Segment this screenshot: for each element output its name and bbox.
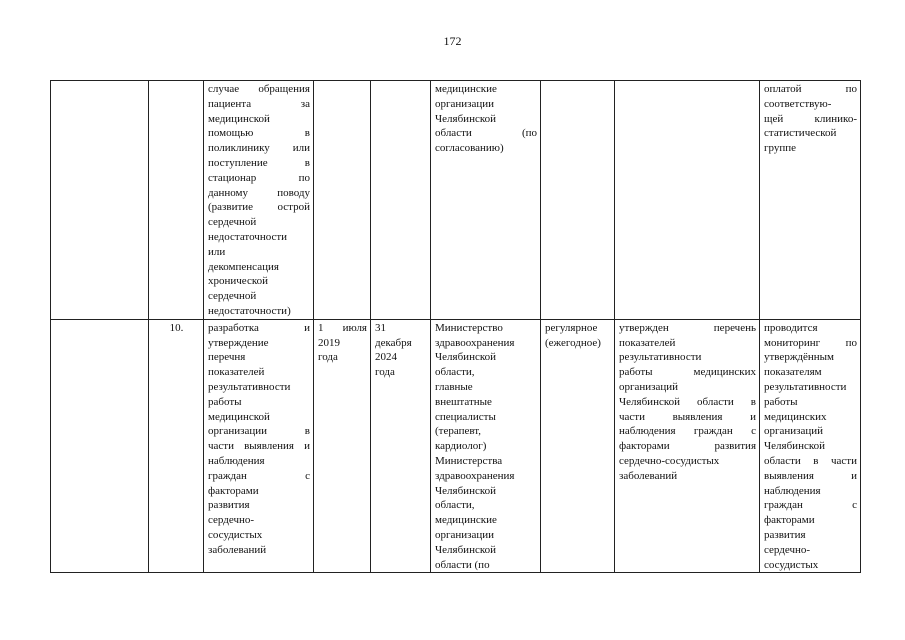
control-line: области в части [764, 454, 857, 467]
control-line: мониторинг по [764, 336, 857, 349]
executors-line: организации [435, 97, 495, 110]
activity-line: медицинской [208, 410, 270, 423]
executors-line: Министерство [435, 321, 503, 334]
control-line: утверждённым [764, 351, 835, 364]
activity-cell [204, 319, 314, 573]
control-line: показателям [764, 366, 822, 379]
result-line: части выявления и [619, 410, 756, 423]
executors-line: кардиолог) [435, 440, 487, 453]
activity-line: или [208, 245, 226, 258]
result-cell [615, 319, 760, 573]
activity-line: сердечной [208, 290, 257, 303]
executors-line: специалисты [435, 410, 496, 423]
executors-line: области, [435, 499, 475, 512]
activity-line: (развитие острой [208, 201, 310, 214]
control-line: организаций [764, 425, 824, 438]
activity-line: сосудистых [208, 528, 263, 541]
activity-line: декомпенсация [208, 260, 279, 273]
activity-line: перечня [208, 351, 246, 364]
result-cell [615, 81, 760, 320]
end-line: 31 [375, 321, 386, 334]
blank-cell [51, 81, 149, 320]
control-line: факторами [764, 514, 815, 527]
control-cell [760, 319, 861, 573]
frequency-line: регулярное [545, 321, 598, 334]
activity-line: части выявления и [208, 440, 310, 453]
activity-line: результативности [208, 380, 291, 393]
table-row [51, 319, 861, 573]
result-line: факторами развития [619, 440, 756, 453]
row-number: 10. [169, 321, 184, 334]
control-line: развития [764, 528, 806, 541]
result-line: наблюдения граждан с [619, 425, 756, 438]
control-line: наблюдения [764, 484, 821, 497]
executors-line: (терапевт, [435, 425, 482, 438]
end-date-cell [371, 319, 431, 573]
table-row [51, 81, 861, 320]
start-date-cell [314, 319, 371, 573]
control-line: сосудистых [764, 558, 819, 571]
control-line: выявления и [764, 469, 857, 482]
control-line: оплатой по [764, 83, 857, 95]
executors-line: главные [435, 380, 473, 393]
start-line: года [318, 351, 338, 364]
activity-line: помощью в [208, 127, 310, 140]
control-line: Челябинской [764, 440, 826, 453]
activity-line: медицинской [208, 112, 270, 125]
result-line: организаций [619, 380, 679, 393]
executors-line: Министерства [435, 454, 503, 467]
frequency-cell [541, 319, 615, 573]
control-line: щей клинико- [764, 112, 857, 125]
frequency-cell [541, 81, 615, 320]
activity-line: сердечной [208, 216, 257, 229]
control-line: статистической [764, 127, 837, 140]
activity-cell [204, 81, 314, 320]
end-line: года [375, 366, 395, 379]
page-number: 172 [443, 34, 462, 48]
activity-line: поликлинику или [208, 142, 310, 155]
executors-line: Челябинской [435, 112, 497, 125]
end-line: 2024 [375, 351, 397, 364]
result-line: заболеваний [619, 469, 678, 482]
end-line: декабря [375, 336, 412, 349]
executors-line: Челябинской [435, 484, 497, 497]
executors-line: медицинские [435, 83, 497, 95]
activity-line: поступление в [208, 156, 310, 169]
result-line: работы медицинских [619, 366, 756, 379]
control-line: граждан с [764, 499, 857, 512]
activity-line: утверждение [208, 336, 269, 349]
control-line: группе [764, 142, 797, 155]
activity-line: организации в [208, 425, 310, 438]
activity-line: недостаточности [208, 230, 288, 243]
control-line: медицинских [764, 410, 827, 423]
row-number-cell [149, 81, 204, 320]
control-line: сердечно- [764, 543, 811, 556]
result-line: Челябинской области в [619, 395, 756, 408]
control-line: проводится [764, 321, 818, 334]
activity-line: работы [208, 395, 242, 408]
executors-line: внештатные [435, 395, 492, 408]
activity-line: стационар по [208, 171, 310, 184]
control-cell [760, 81, 861, 320]
blank-cell [51, 319, 149, 573]
executors-line: организации [435, 528, 495, 541]
control-line: соответствую- [764, 97, 832, 110]
activity-line: случае обращения [208, 83, 310, 95]
executors-line: согласованию) [435, 142, 504, 155]
start-line: 1 июля [318, 321, 367, 334]
executors-line: области (по [435, 558, 490, 571]
end-date-cell [371, 81, 431, 320]
executors-cell [431, 81, 541, 320]
result-line: сердечно-сосудистых [619, 454, 720, 467]
activity-line: наблюдения [208, 454, 265, 467]
measures-table [50, 80, 861, 573]
executors-line: здравоохранения [435, 469, 515, 482]
control-line: результативности [764, 380, 847, 393]
start-date-cell [314, 81, 371, 320]
executors-line: Челябинской [435, 543, 497, 556]
executors-cell [431, 319, 541, 573]
activity-line: хронической [208, 275, 269, 288]
row-number-cell [149, 319, 204, 573]
activity-line: пациента за [208, 97, 310, 110]
activity-line: данному поводу [208, 186, 310, 199]
executors-line: медицинские [435, 514, 497, 527]
result-line: результативности [619, 351, 702, 364]
activity-line: показателей [208, 366, 265, 379]
activity-line: сердечно- [208, 514, 255, 527]
start-line: 2019 [318, 336, 340, 349]
executors-line: здравоохранения [435, 336, 515, 349]
control-line: работы [764, 395, 798, 408]
activity-line: граждан с [208, 469, 310, 482]
result-line: утвержден перечень [619, 321, 756, 334]
activity-line: недостаточности) [208, 304, 291, 317]
frequency-line: (ежегодное) [545, 336, 601, 349]
activity-line: разработка и [208, 321, 310, 334]
activity-line: факторами [208, 484, 259, 497]
executors-line: области, [435, 366, 475, 379]
executors-line: Челябинской [435, 351, 497, 364]
activity-line: развития [208, 499, 250, 512]
executors-line: области (по [435, 127, 537, 140]
activity-line: заболеваний [208, 543, 267, 556]
result-line: показателей [619, 336, 676, 349]
